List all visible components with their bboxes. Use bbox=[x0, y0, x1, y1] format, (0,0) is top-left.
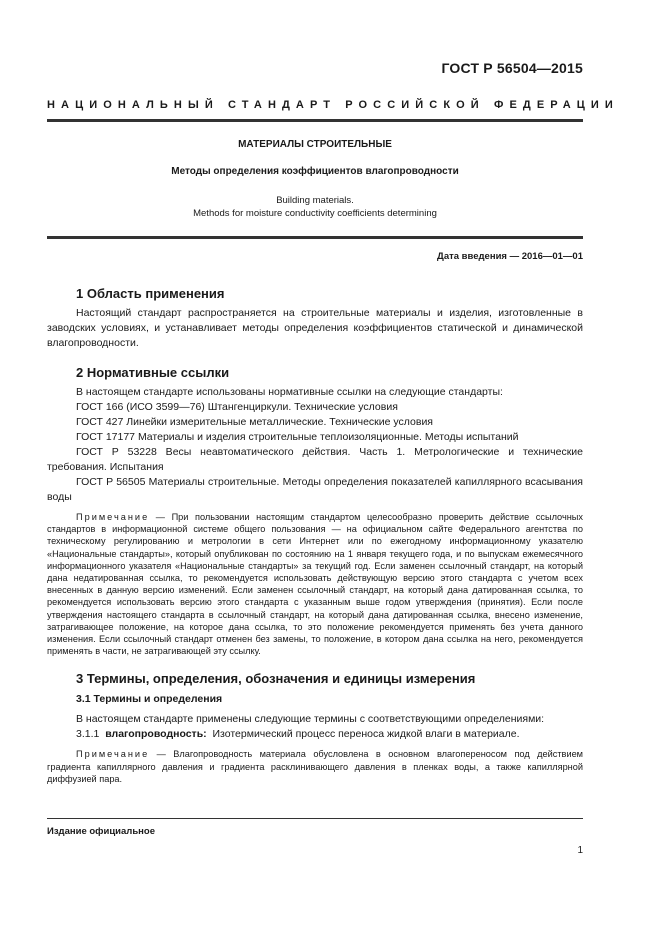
section-2-intro: В настоящем стандарте использованы нормативные ссылки на следующие стандарты: bbox=[76, 386, 503, 398]
introduction-date: Дата введения — 2016—01—01 bbox=[437, 251, 583, 262]
national-standard-banner: НАЦИОНАЛЬНЫЙ СТАНДАРТ РОССИЙСКОЙ ФЕДЕРАЦИИ bbox=[47, 99, 619, 111]
standard-number: ГОСТ Р 56504—2015 bbox=[441, 60, 583, 76]
term-definition-text: Изотермический процесс переноса жидкой влаги в материале. bbox=[212, 728, 520, 741]
english-title bbox=[47, 194, 583, 220]
footer-rule bbox=[47, 818, 583, 819]
section-1-text: Настоящий стандарт распространяется на строительные материалы и изделия, изготовленные в заводских условиях, и устанавливает методы определения коэффициентов статической и динамической влагопроводности. bbox=[47, 307, 583, 349]
note-text: — При пользовании настоящим стандартом целесообразно проверить действие ссылочных стандартов в информационной системе общего пользования — на официальном сайте Федерального агентства по техническому регулированию и метрологии в сети Интернет или по ежегодному информационному указателю «Национальные стандарты», который опубликован по состоянию на 1 января текущего года, и по выпускам ежемесячного информационного указателя «Национальные стандарты» за текущий год. Если заменен ссылочный стандарт, на который дана недатированная ссылка, то рекомендуется использовать действующую версию этого стандарта с учетом всех внесенных в данную версию изменений. Если заменен ссылочный стандарт, на который дана датированная ссылка, то рекомендуется использовать версию этого стандарта с указанным выше годом утверждения (принятия). Если после утверждения настоящего стандарта в ссылочный стандарт, на который дана датированная ссылка, внесено изменение, затрагивающее положение, на которое дана ссылка, то это положение рекомендуется применять без учета данного изменения. Если ссылочный стандарт отменен без замены, то положение, в котором дана ссылка на него, рекомендуется применять в части, не затрагивающей эту ссылку. bbox=[47, 512, 583, 657]
term-name: влагопроводность: bbox=[105, 728, 207, 741]
note-text: — Влагопроводность материала обусловлена в основном влагопереносом под действием градиента капиллярного давления и градиента расклинивающего давления в пленках воды, а также капиллярной диффузией пара. bbox=[47, 749, 583, 784]
reference-item: ГОСТ 427 Линейки измерительные металлические. Технические условия bbox=[76, 416, 433, 428]
edition-label: Издание официальное bbox=[47, 826, 155, 837]
subsection-3-1-heading: 3.1 Термины и определения bbox=[76, 693, 223, 706]
english-title-line-2: Methods for moisture conductivity coefficients determining bbox=[193, 208, 437, 219]
page-number: 1 bbox=[577, 845, 583, 856]
reference-item: ГОСТ 166 (ИСО 3599—76) Штангенциркули. Технические условия bbox=[76, 401, 398, 413]
english-title-line-1: Building materials. bbox=[276, 195, 354, 206]
note-label: Примечание bbox=[76, 512, 150, 522]
section-3-intro: В настоящем стандарте применены следующие термины с соответствующими определениями: bbox=[76, 713, 545, 726]
note-label: Примечание bbox=[76, 749, 150, 760]
reference-item: ГОСТ 17177 Материалы и изделия строительные теплоизоляционные. Методы испытаний bbox=[76, 431, 519, 443]
section-3-note bbox=[47, 748, 583, 785]
section-2-note bbox=[47, 511, 583, 657]
section-3-heading: 3 Термины, определения, обозначения и единицы измерения bbox=[76, 671, 476, 687]
document-subtitle: Методы определения коэффициентов влагопроводности bbox=[171, 166, 459, 177]
reference-item: ГОСТ Р 53228 Весы неавтоматического действия. Часть 1. Метрологические и технические требования. Испытания bbox=[47, 446, 583, 473]
term-number: 3.1.1 bbox=[76, 728, 100, 741]
section-2-heading: 2 Нормативные ссылки bbox=[76, 365, 230, 380]
bottom-rule bbox=[47, 236, 583, 239]
term-definition bbox=[47, 727, 583, 742]
top-rule bbox=[47, 119, 583, 122]
reference-item: ГОСТ Р 56505 Материалы строительные. Методы определения показателей капиллярного всасывания воды bbox=[47, 476, 583, 503]
document-body bbox=[47, 286, 583, 785]
section-1-heading: 1 Область применения bbox=[76, 286, 225, 301]
document-title: МАТЕРИАЛЫ СТРОИТЕЛЬНЫЕ bbox=[238, 139, 392, 150]
